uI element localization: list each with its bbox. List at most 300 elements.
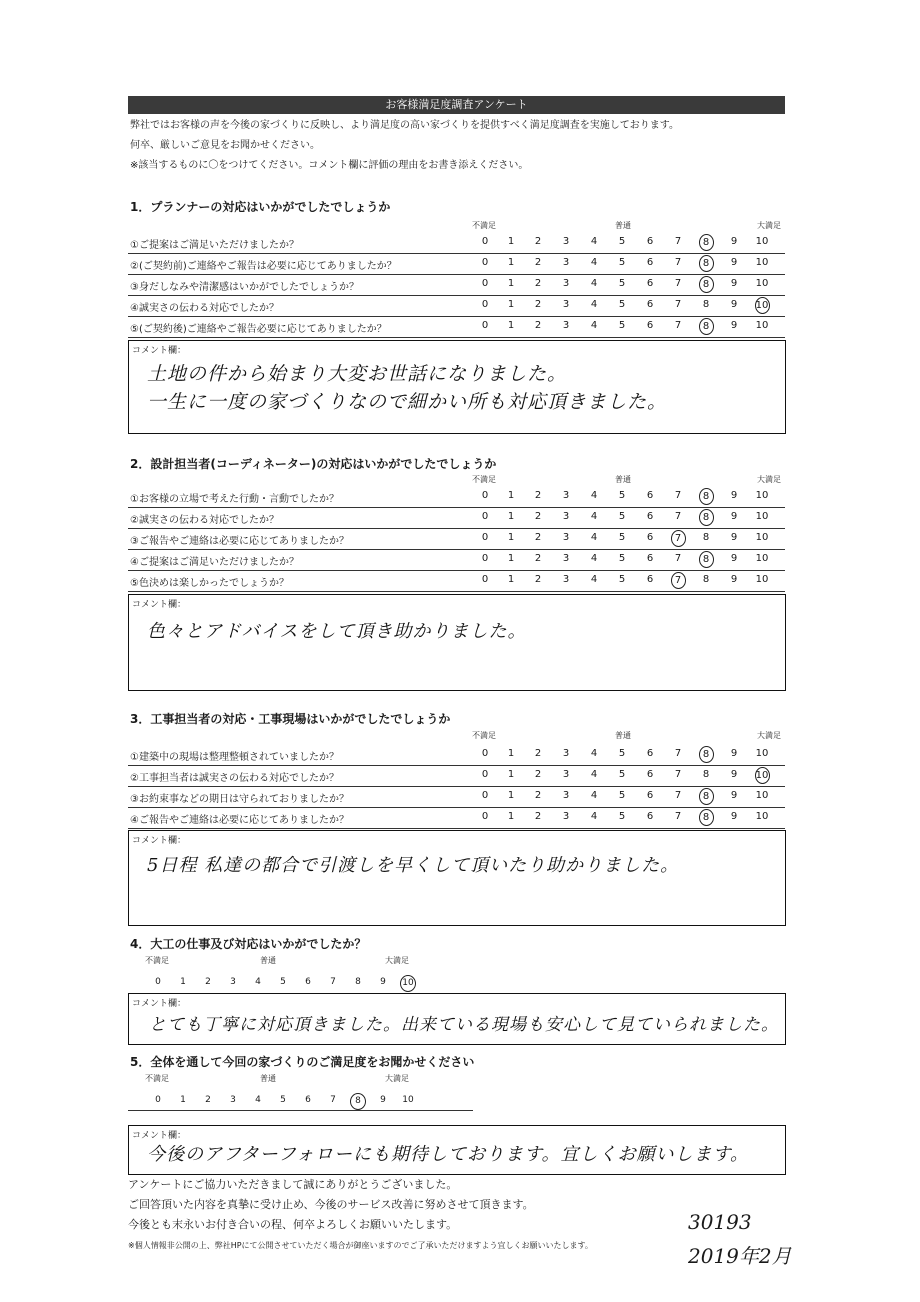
rating-number: 5 bbox=[618, 490, 626, 501]
rating-option[interactable] bbox=[724, 748, 744, 759]
rating-option[interactable] bbox=[475, 257, 495, 268]
rating-option[interactable] bbox=[324, 977, 342, 987]
rating-option[interactable] bbox=[696, 574, 716, 585]
scale-label-high: 大満足 bbox=[757, 221, 781, 230]
rating-number: 4 bbox=[590, 299, 598, 310]
rating-option[interactable] bbox=[640, 553, 660, 564]
rating-option[interactable] bbox=[612, 490, 632, 501]
rating-option[interactable] bbox=[668, 769, 688, 780]
rating-option[interactable] bbox=[752, 257, 772, 268]
rating-number: 3 bbox=[230, 1095, 236, 1105]
rating-option[interactable] bbox=[640, 257, 660, 268]
rating-option[interactable] bbox=[528, 811, 548, 822]
rating-number: 1 bbox=[180, 977, 186, 987]
rating-number: 3 bbox=[562, 257, 570, 268]
rating-number: 1 bbox=[507, 553, 515, 564]
question-row bbox=[128, 570, 785, 592]
rating-option[interactable] bbox=[724, 320, 744, 331]
rating-option[interactable] bbox=[556, 748, 576, 759]
rating-number: 5 bbox=[618, 553, 626, 564]
rating-option[interactable] bbox=[724, 553, 744, 564]
rating-number: 8 bbox=[702, 574, 710, 585]
rating-option[interactable] bbox=[501, 278, 521, 289]
selected-rating[interactable] bbox=[696, 511, 716, 526]
rating-number: 10 bbox=[755, 811, 769, 822]
rating-option[interactable] bbox=[612, 790, 632, 801]
rating-number: 8 bbox=[702, 769, 710, 780]
rating-option[interactable] bbox=[584, 490, 604, 501]
rating-option[interactable] bbox=[556, 790, 576, 801]
rating-option[interactable] bbox=[224, 977, 242, 987]
rating-option[interactable] bbox=[149, 1095, 167, 1105]
rating-option[interactable] bbox=[752, 748, 772, 759]
rating-number: 5 bbox=[618, 278, 626, 289]
rating-option[interactable] bbox=[528, 790, 548, 801]
rating-number: 7 bbox=[671, 530, 686, 547]
rating-option[interactable] bbox=[501, 511, 521, 522]
rating-number: 0 bbox=[481, 532, 489, 543]
rating-option[interactable] bbox=[668, 299, 688, 310]
rating-option[interactable] bbox=[612, 257, 632, 268]
selected-rating[interactable] bbox=[696, 257, 716, 272]
rating-option[interactable] bbox=[274, 977, 292, 987]
rating-option[interactable] bbox=[724, 769, 744, 780]
rating-option[interactable] bbox=[501, 490, 521, 501]
rating-option[interactable] bbox=[612, 574, 632, 585]
rating-option[interactable] bbox=[584, 320, 604, 331]
rating-number: 0 bbox=[481, 748, 489, 759]
rating-number: 8 bbox=[699, 551, 714, 568]
scale-label-low: 不満足 bbox=[472, 475, 496, 484]
rating-number: 9 bbox=[730, 236, 738, 247]
rating-number: 0 bbox=[481, 574, 489, 585]
rating-option[interactable] bbox=[640, 299, 660, 310]
rating-option[interactable] bbox=[501, 574, 521, 585]
rating-option[interactable] bbox=[528, 553, 548, 564]
rating-number: 3 bbox=[562, 490, 570, 501]
rating-option[interactable] bbox=[724, 511, 744, 522]
question-row bbox=[128, 316, 785, 338]
rating-number: 4 bbox=[590, 553, 598, 564]
rating-option[interactable] bbox=[640, 811, 660, 822]
rating-option[interactable] bbox=[475, 490, 495, 501]
comment-label: コメント欄： bbox=[132, 836, 187, 846]
rating-option[interactable] bbox=[668, 511, 688, 522]
rating-option[interactable] bbox=[752, 811, 772, 822]
rating-option[interactable] bbox=[584, 511, 604, 522]
rating-option[interactable] bbox=[556, 532, 576, 543]
question-text: ④ご提案はご満足いただけましたか？ bbox=[130, 557, 299, 568]
rating-option[interactable] bbox=[752, 574, 772, 585]
selected-rating[interactable] bbox=[696, 490, 716, 505]
rating-option[interactable] bbox=[640, 769, 660, 780]
rating-number: 3 bbox=[562, 790, 570, 801]
scale-label-high: 大満足 bbox=[757, 731, 781, 740]
rating-number: 3 bbox=[562, 236, 570, 247]
rating-number: 6 bbox=[305, 1095, 311, 1105]
divider bbox=[128, 1110, 473, 1111]
rating-option[interactable] bbox=[640, 320, 660, 331]
rating-number: 7 bbox=[674, 511, 682, 522]
rating-option[interactable] bbox=[668, 236, 688, 247]
selected-rating[interactable] bbox=[696, 748, 716, 763]
rating-option[interactable] bbox=[612, 553, 632, 564]
rating-option[interactable] bbox=[475, 532, 495, 543]
rating-option[interactable] bbox=[640, 790, 660, 801]
rating-option[interactable] bbox=[612, 236, 632, 247]
rating-number: 3 bbox=[562, 574, 570, 585]
rating-option[interactable] bbox=[752, 320, 772, 331]
rating-option[interactable] bbox=[501, 532, 521, 543]
rating-option[interactable] bbox=[501, 790, 521, 801]
rating-number: 5 bbox=[618, 257, 626, 268]
rating-option[interactable] bbox=[612, 299, 632, 310]
rating-option[interactable] bbox=[374, 977, 392, 987]
rating-number: 8 bbox=[699, 509, 714, 526]
comment-label: コメント欄： bbox=[132, 346, 187, 356]
rating-number: 4 bbox=[590, 320, 598, 331]
rating-option[interactable] bbox=[584, 574, 604, 585]
rating-option[interactable] bbox=[584, 553, 604, 564]
rating-option[interactable] bbox=[640, 748, 660, 759]
rating-option[interactable] bbox=[149, 977, 167, 987]
rating-number: 4 bbox=[590, 257, 598, 268]
rating-number: 5 bbox=[618, 748, 626, 759]
rating-number: 0 bbox=[481, 811, 489, 822]
rating-option[interactable] bbox=[475, 553, 495, 564]
rating-number: 0 bbox=[481, 553, 489, 564]
selected-rating[interactable] bbox=[668, 532, 688, 547]
rating-option[interactable] bbox=[501, 769, 521, 780]
question-text: ②(ご契約前)ご連絡やご報告は必要に応じてありましたか？ bbox=[130, 261, 397, 272]
comment-line: 色々とアドバイスをして頂き助かりました。 bbox=[147, 621, 527, 642]
rating-option[interactable] bbox=[584, 278, 604, 289]
comment-line: 土地の件から始まり大変お世話になりました。 bbox=[147, 363, 568, 385]
rating-number: 7 bbox=[674, 790, 682, 801]
rating-number: 4 bbox=[590, 511, 598, 522]
rating-option[interactable] bbox=[528, 257, 548, 268]
rating-option[interactable] bbox=[528, 574, 548, 585]
rating-option[interactable] bbox=[249, 977, 267, 987]
rating-option[interactable] bbox=[668, 278, 688, 289]
rating-option[interactable] bbox=[274, 1095, 292, 1105]
rating-number: 9 bbox=[730, 511, 738, 522]
rating-option[interactable] bbox=[724, 257, 744, 268]
rating-option[interactable] bbox=[668, 553, 688, 564]
rating-option[interactable] bbox=[724, 811, 744, 822]
selected-rating[interactable] bbox=[696, 553, 716, 568]
rating-number: 10 bbox=[755, 790, 769, 801]
rating-option[interactable] bbox=[501, 553, 521, 564]
rating-option[interactable] bbox=[724, 299, 744, 310]
rating-option[interactable] bbox=[299, 977, 317, 987]
rating-number: 1 bbox=[507, 320, 515, 331]
rating-number: 1 bbox=[507, 490, 515, 501]
rating-option[interactable] bbox=[556, 553, 576, 564]
rating-option[interactable] bbox=[724, 574, 744, 585]
rating-option[interactable] bbox=[724, 236, 744, 247]
rating-option[interactable] bbox=[556, 299, 576, 310]
question-text: ①建築中の現場は整理整頓されていましたか？ bbox=[130, 752, 339, 763]
question-row bbox=[128, 486, 785, 508]
rating-option[interactable] bbox=[528, 511, 548, 522]
scale-label-low: 不満足 bbox=[472, 221, 496, 230]
rating-option[interactable] bbox=[475, 320, 495, 331]
rating-option[interactable] bbox=[475, 748, 495, 759]
rating-option[interactable] bbox=[528, 278, 548, 289]
question-row bbox=[128, 549, 785, 571]
rating-number: 0 bbox=[481, 490, 489, 501]
rating-option[interactable] bbox=[668, 790, 688, 801]
rating-option[interactable] bbox=[556, 511, 576, 522]
rating-option[interactable] bbox=[528, 532, 548, 543]
rating-option[interactable] bbox=[668, 320, 688, 331]
section-4-comment-box bbox=[128, 993, 786, 1045]
rating-option[interactable] bbox=[556, 769, 576, 780]
rating-option[interactable] bbox=[349, 977, 367, 987]
rating-number: 3 bbox=[562, 748, 570, 759]
rating-option[interactable] bbox=[584, 532, 604, 543]
scale-label-mid: 普通 bbox=[260, 1074, 276, 1083]
rating-number: 9 bbox=[730, 553, 738, 564]
rating-option[interactable] bbox=[668, 490, 688, 501]
rating-option[interactable] bbox=[724, 790, 744, 801]
rating-option[interactable] bbox=[640, 532, 660, 543]
intro-line-2: 何卒、厳しいご意見をお聞かせください。 bbox=[130, 140, 320, 151]
rating-option[interactable] bbox=[249, 1095, 267, 1105]
rating-option[interactable] bbox=[528, 748, 548, 759]
rating-option[interactable] bbox=[475, 811, 495, 822]
rating-number: 2 bbox=[534, 811, 542, 822]
section-4-comment: とても丁寧に対応頂きました。出来ている現場も安心して見ていられました。 bbox=[149, 1015, 779, 1035]
rating-option[interactable] bbox=[752, 490, 772, 501]
selected-rating[interactable] bbox=[668, 574, 688, 589]
rating-option[interactable] bbox=[475, 299, 495, 310]
rating-number: 2 bbox=[534, 490, 542, 501]
scale-label-low: 不満足 bbox=[472, 731, 496, 740]
selected-rating[interactable] bbox=[349, 1095, 367, 1110]
rating-number: 1 bbox=[507, 532, 515, 543]
rating-option[interactable] bbox=[668, 748, 688, 759]
rating-number: 5 bbox=[618, 790, 626, 801]
rating-option[interactable] bbox=[224, 1095, 242, 1105]
rating-option[interactable] bbox=[584, 790, 604, 801]
rating-option[interactable] bbox=[556, 490, 576, 501]
rating-option[interactable] bbox=[696, 532, 716, 543]
rating-option[interactable] bbox=[199, 1095, 217, 1105]
rating-option[interactable] bbox=[475, 574, 495, 585]
rating-number: 7 bbox=[674, 490, 682, 501]
rating-option[interactable] bbox=[752, 553, 772, 564]
rating-option[interactable] bbox=[475, 790, 495, 801]
rating-option[interactable] bbox=[752, 278, 772, 289]
rating-option[interactable] bbox=[174, 977, 192, 987]
rating-number: 9 bbox=[730, 532, 738, 543]
rating-option[interactable] bbox=[640, 278, 660, 289]
rating-number: 2 bbox=[534, 553, 542, 564]
rating-number: 9 bbox=[730, 278, 738, 289]
rating-option[interactable] bbox=[556, 811, 576, 822]
rating-option[interactable] bbox=[640, 236, 660, 247]
rating-option[interactable] bbox=[324, 1095, 342, 1105]
rating-number: 3 bbox=[562, 299, 570, 310]
scale-label-mid: 普通 bbox=[615, 221, 631, 230]
rating-option[interactable] bbox=[528, 299, 548, 310]
rating-option[interactable] bbox=[374, 1095, 392, 1105]
rating-option[interactable] bbox=[475, 278, 495, 289]
rating-option[interactable] bbox=[612, 278, 632, 289]
rating-option[interactable] bbox=[501, 811, 521, 822]
question-row bbox=[128, 295, 785, 317]
rating-number: 4 bbox=[590, 236, 598, 247]
rating-number: 5 bbox=[618, 320, 626, 331]
rating-option[interactable] bbox=[528, 236, 548, 247]
scale-label-high: 大満足 bbox=[757, 475, 781, 484]
rating-option[interactable] bbox=[556, 236, 576, 247]
question-text: ③身だしなみや清潔感はいかがでしたでしょうか？ bbox=[130, 282, 359, 293]
rating-option[interactable] bbox=[556, 320, 576, 331]
selected-rating[interactable] bbox=[696, 236, 716, 251]
rating-option[interactable] bbox=[501, 320, 521, 331]
rating-option[interactable] bbox=[584, 257, 604, 268]
comment-line: 一生に一度の家づくりなので細かい所も対応頂きました。 bbox=[147, 391, 668, 413]
rating-option[interactable] bbox=[556, 278, 576, 289]
rating-option[interactable] bbox=[612, 320, 632, 331]
rating-number: 8 bbox=[355, 977, 361, 987]
rating-option[interactable] bbox=[612, 811, 632, 822]
rating-option[interactable] bbox=[556, 574, 576, 585]
rating-number: 3 bbox=[230, 977, 236, 987]
rating-number: 10 bbox=[755, 748, 769, 759]
survey-title: お客様満足度調査アンケート bbox=[128, 96, 785, 114]
rating-number: 9 bbox=[730, 299, 738, 310]
rating-number: 1 bbox=[507, 511, 515, 522]
section-1-comment-box bbox=[128, 340, 786, 434]
question-row bbox=[128, 274, 785, 296]
rating-number: 4 bbox=[590, 790, 598, 801]
rating-number: 10 bbox=[755, 574, 769, 585]
rating-option[interactable] bbox=[752, 511, 772, 522]
rating-number: 10 bbox=[755, 320, 769, 331]
rating-number: 5 bbox=[618, 299, 626, 310]
rating-option[interactable] bbox=[752, 236, 772, 247]
rating-number: 7 bbox=[674, 236, 682, 247]
rating-option[interactable] bbox=[612, 769, 632, 780]
selected-rating[interactable] bbox=[752, 299, 772, 314]
rating-number: 4 bbox=[590, 574, 598, 585]
rating-option[interactable] bbox=[528, 490, 548, 501]
section-3-title: 3．工事担当者の対応・工事現場はいかがでしたでしょうか bbox=[130, 712, 451, 726]
rating-number: 0 bbox=[481, 790, 489, 801]
rating-number: 7 bbox=[671, 572, 686, 589]
question-row bbox=[128, 744, 785, 766]
rating-option[interactable] bbox=[501, 257, 521, 268]
rating-option[interactable] bbox=[501, 236, 521, 247]
rating-option[interactable] bbox=[556, 257, 576, 268]
selected-rating[interactable] bbox=[696, 811, 716, 826]
section-2-comment-box bbox=[128, 594, 786, 691]
rating-number: 4 bbox=[590, 532, 598, 543]
rating-option[interactable] bbox=[528, 320, 548, 331]
rating-option[interactable] bbox=[501, 748, 521, 759]
rating-number: 9 bbox=[730, 490, 738, 501]
rating-option[interactable] bbox=[724, 490, 744, 501]
rating-number: 0 bbox=[481, 769, 489, 780]
rating-number: 6 bbox=[646, 532, 654, 543]
rating-number: 5 bbox=[618, 574, 626, 585]
rating-number: 0 bbox=[481, 236, 489, 247]
question-row bbox=[128, 807, 785, 829]
rating-number: 0 bbox=[481, 278, 489, 289]
rating-number: 9 bbox=[730, 790, 738, 801]
section-5-title: 5．全体を通して今回の家づくりのご満足度をお聞かせください bbox=[130, 1055, 475, 1069]
rating-option[interactable] bbox=[174, 1095, 192, 1105]
rating-option[interactable] bbox=[475, 511, 495, 522]
rating-option[interactable] bbox=[528, 769, 548, 780]
rating-option[interactable] bbox=[752, 790, 772, 801]
section-1-title: 1．プランナーの対応はいかがでしたでしょうか bbox=[130, 200, 391, 214]
selected-rating[interactable] bbox=[696, 278, 716, 293]
rating-option[interactable] bbox=[584, 299, 604, 310]
rating-option[interactable] bbox=[475, 769, 495, 780]
selected-rating[interactable] bbox=[399, 977, 417, 992]
rating-number: 10 bbox=[755, 490, 769, 501]
question-text: ④誠実さの伝わる対応でしたか？ bbox=[130, 303, 279, 314]
rating-option[interactable] bbox=[696, 769, 716, 780]
rating-option[interactable] bbox=[584, 236, 604, 247]
scale-label-mid: 普通 bbox=[615, 475, 631, 484]
rating-number: 8 bbox=[350, 1093, 366, 1110]
rating-option[interactable] bbox=[640, 574, 660, 585]
rating-option[interactable] bbox=[584, 748, 604, 759]
comment-label: コメント欄： bbox=[132, 1131, 187, 1141]
rating-option[interactable] bbox=[584, 769, 604, 780]
rating-option[interactable] bbox=[696, 299, 716, 310]
rating-option[interactable] bbox=[640, 511, 660, 522]
rating-number: 0 bbox=[481, 257, 489, 268]
rating-option[interactable] bbox=[724, 532, 744, 543]
rating-number: 6 bbox=[646, 748, 654, 759]
rating-number: 2 bbox=[534, 769, 542, 780]
scale-label-low: 不満足 bbox=[145, 1074, 169, 1083]
rating-option[interactable] bbox=[299, 1095, 317, 1105]
rating-number: 7 bbox=[674, 811, 682, 822]
rating-option[interactable] bbox=[501, 299, 521, 310]
rating-option[interactable] bbox=[640, 490, 660, 501]
scale-label-high: 大満足 bbox=[385, 1074, 409, 1083]
rating-option[interactable] bbox=[584, 811, 604, 822]
rating-option[interactable] bbox=[199, 977, 217, 987]
rating-number: 6 bbox=[646, 236, 654, 247]
rating-number: 3 bbox=[562, 511, 570, 522]
rating-option[interactable] bbox=[475, 236, 495, 247]
rating-option[interactable] bbox=[612, 511, 632, 522]
rating-number: 4 bbox=[255, 1095, 261, 1105]
rating-option[interactable] bbox=[668, 257, 688, 268]
rating-option[interactable] bbox=[668, 811, 688, 822]
rating-option[interactable] bbox=[752, 532, 772, 543]
rating-option[interactable] bbox=[724, 278, 744, 289]
selected-rating[interactable] bbox=[696, 320, 716, 335]
selected-rating[interactable] bbox=[696, 790, 716, 805]
question-row bbox=[128, 232, 785, 254]
rating-option[interactable] bbox=[399, 1095, 417, 1105]
rating-number: 0 bbox=[155, 1095, 161, 1105]
rating-option[interactable] bbox=[612, 532, 632, 543]
rating-option[interactable] bbox=[612, 748, 632, 759]
rating-number: 3 bbox=[562, 769, 570, 780]
selected-rating[interactable] bbox=[752, 769, 772, 784]
